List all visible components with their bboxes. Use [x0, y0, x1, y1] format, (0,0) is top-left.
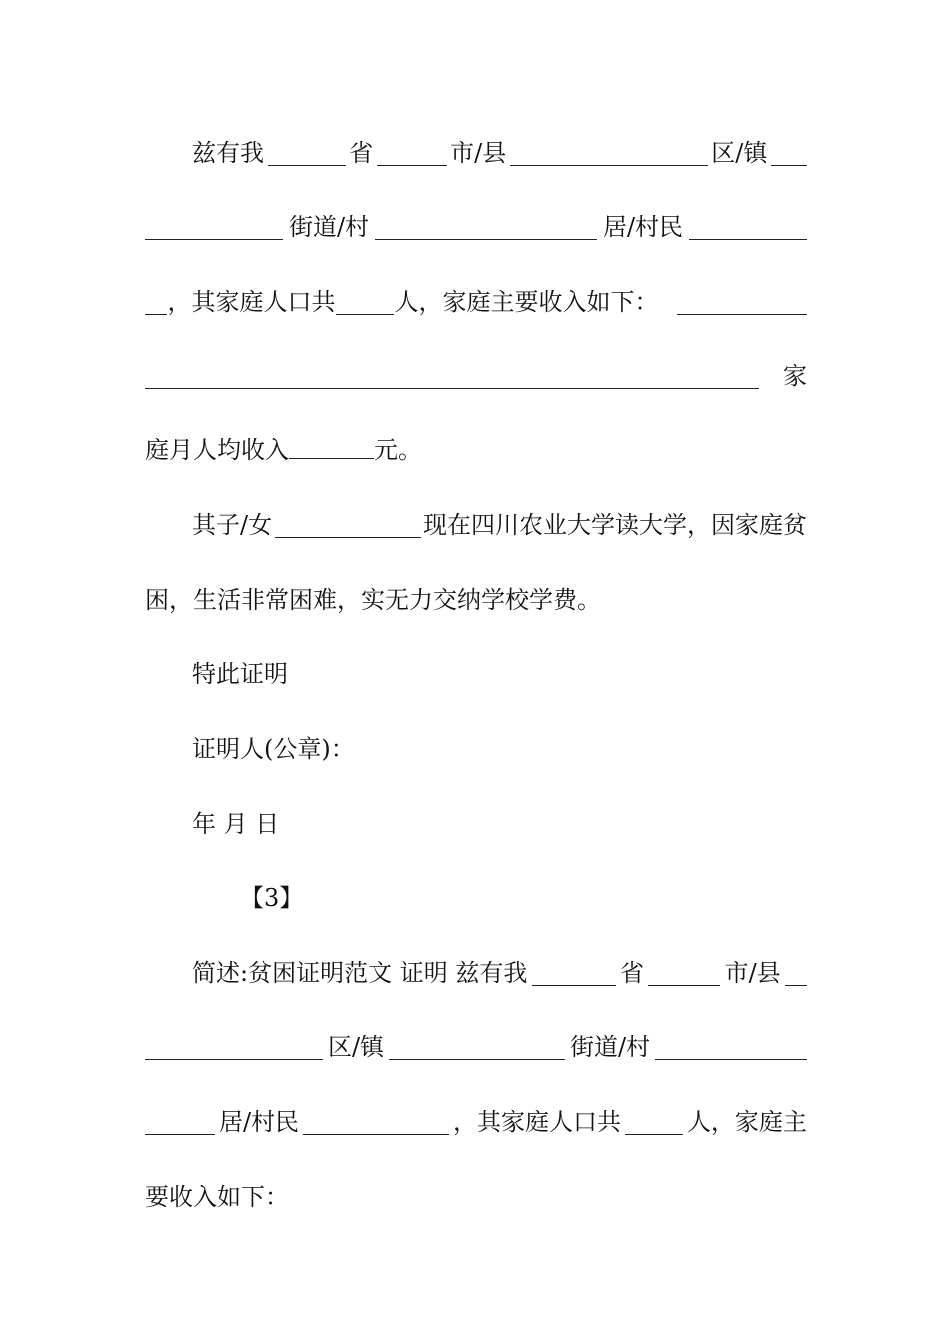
- blank-name: [303, 1109, 449, 1135]
- section-marker: 【3】: [240, 884, 304, 912]
- blank-resident: [145, 1109, 215, 1135]
- blank-province: [268, 140, 346, 166]
- blank-monthly-income: [289, 433, 374, 459]
- blank-city: [648, 960, 720, 986]
- blank-name: [689, 214, 807, 240]
- text-province: 省: [349, 139, 374, 167]
- cert-line-3: [145, 285, 807, 319]
- blank-city: [377, 140, 447, 166]
- text-family-main: 人，家庭主: [686, 1108, 807, 1136]
- text-yuan: 元。: [374, 436, 422, 464]
- blank-resident: [375, 214, 597, 240]
- blank-household-count: [336, 289, 394, 315]
- text-main-income: 人，家庭主要收入如下：: [394, 288, 659, 316]
- cert-para2-line-2: [145, 583, 807, 617]
- blank-street: [145, 214, 283, 240]
- blank-income-start: [677, 289, 807, 315]
- cert-line-1: [192, 136, 807, 170]
- blank-district: [145, 1034, 323, 1060]
- cert3-line-2: [145, 1030, 807, 1064]
- blank-name-end: [145, 289, 167, 315]
- blank-household-count: [625, 1109, 683, 1135]
- text-hardship: 困，生活非常困难，实无力交纳学校学费。: [145, 586, 601, 614]
- cert3-line-4: 要收入如下：: [145, 1183, 289, 1211]
- text-resident: 居/村民: [218, 1108, 300, 1136]
- text-child: 其子/女: [192, 511, 273, 539]
- text-monthly-income: 庭月人均收入: [145, 436, 289, 464]
- blank-district: [510, 140, 708, 166]
- text-summary: 简述:贫困证明范文 证明 兹有我: [192, 959, 528, 987]
- text-resident: 居/村民: [602, 213, 684, 241]
- blank-street-start: [771, 140, 807, 166]
- text-street-village: 街道/村: [569, 1033, 651, 1061]
- blank-street: [389, 1034, 565, 1060]
- text-district-town: 区/镇: [327, 1033, 385, 1061]
- text-district-town: 区/镇: [711, 139, 768, 167]
- text-university: 现在四川农业大学读大学，因家庭贫: [423, 511, 807, 539]
- blank-district-start: [785, 960, 807, 986]
- cert-line-5: [145, 433, 807, 467]
- text-ziyouwo: 兹有我: [192, 139, 264, 167]
- blank-child-name: [275, 512, 421, 538]
- text-jia: 家: [783, 362, 807, 390]
- closing: 特此证明: [192, 660, 288, 688]
- text-street-village: 街道/村: [288, 213, 370, 241]
- blank-resident-start: [655, 1034, 807, 1060]
- blank-province: [532, 960, 616, 986]
- blank-income-detail: [145, 363, 759, 389]
- date-line: 年 月 日: [192, 810, 280, 838]
- text-household-size: ，其家庭人口共: [167, 288, 336, 316]
- signer-label: 证明人(公章)：: [192, 735, 355, 763]
- text-province: 省: [619, 959, 644, 987]
- text-city-county: 市/县: [724, 959, 781, 987]
- cert-line-2: [145, 210, 807, 244]
- cert3-line-3: [145, 1105, 807, 1139]
- cert3-line-1: [192, 956, 807, 990]
- text-household-size: ，其家庭人口共: [453, 1108, 621, 1136]
- cert-line-4: [145, 359, 807, 393]
- cert-para2-line-1: [192, 508, 807, 542]
- text-city-county: 市/县: [450, 139, 507, 167]
